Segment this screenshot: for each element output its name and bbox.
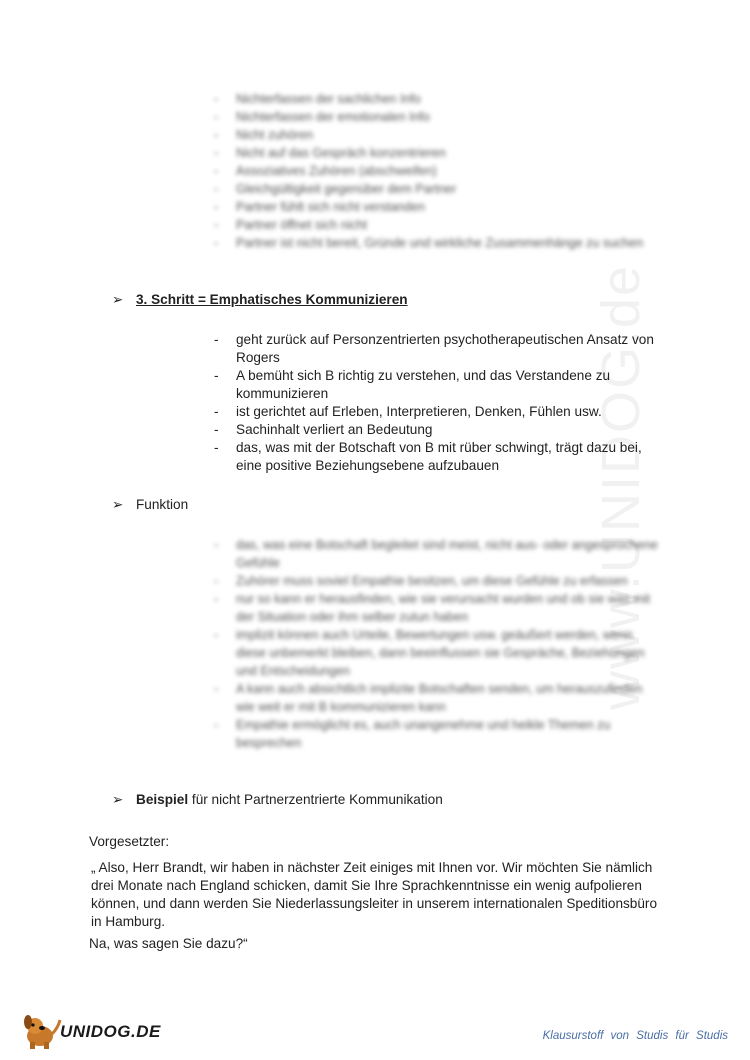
beispiel-rest: für nicht Partnerzentrierte Kommunikation [188, 792, 443, 807]
speaker-label: Vorgesetzter: [89, 834, 170, 849]
dialog-quote: „ Also, Herr Brandt, wir haben in nächster Zeit einiges mit Ihnen vor. Wir möchten Sie nämlich drei Monate nach England schicken, damit Sie Ihre Sprachkenntnisse ein wenig aufpolieren können, und dann werden Sie Niederlassungsleiter in unserem internationalen Speditionsbüro in Hamburg. [91, 860, 658, 929]
funktion-heading: Funktion [136, 497, 189, 512]
list-item: - Partner ist nicht bereit, Gründe und wirkliche Zusammenhänge zu suchen [214, 234, 664, 252]
arrow-bullet-icon: ➢ [112, 792, 124, 807]
list-item: - nur so kann er herausfinden, wie sie verursacht wurden und ob sie was mit der Situation oder ihm selber zutun haben [214, 590, 664, 626]
list-item: - Nicht auf das Gespräch konzentrieren [214, 144, 664, 162]
funktion-list [214, 536, 664, 752]
list-item: - A bemüht sich B richtig zu verstehen, und das Verstandene zu kommunizieren [214, 367, 664, 403]
step3-list [214, 331, 664, 475]
watermark: www.UNIDOG.de [591, 263, 651, 710]
list-item: - Gleichgültigkeit gegenüber dem Partner [214, 180, 664, 198]
step3-heading: 3. Schritt = Emphatisches Kommunizieren [136, 292, 408, 307]
list-item: - ist gerichtet auf Erleben, Interpretieren, Denken, Fühlen usw. [214, 403, 664, 421]
list-item: - Nicht zuhören [214, 126, 664, 144]
list-item: - Zuhörer muss soviel Empathie besitzen, um diese Gefühle zu erfassen [214, 572, 664, 590]
list-item: - Empathie ermöglicht es, auch unangenehme und heikle Themen zu besprechen [214, 716, 664, 752]
dialog-block [89, 833, 669, 953]
beispiel-bold: Beispiel [136, 792, 189, 807]
logo-text: UNIDOG.DE [60, 1022, 161, 1041]
list-item: - implizit können auch Urteile, Bewertungen usw. geäußert werden, wenn diese unbemerkt bleiben, dann beeinflussen sie Gespräche, Beziehungen und Entscheidungen [214, 626, 664, 680]
list-item: - Assoziatives Zuhören (abschweifen) [214, 162, 664, 180]
list-item: - Partner öffnet sich nicht [214, 216, 664, 234]
list-item: - Nichterfassen der emotionalen Info [214, 108, 664, 126]
arrow-bullet-icon: ➢ [112, 292, 124, 307]
list-item: - Partner fühlt sich nicht verstanden [214, 198, 664, 216]
list-item: - das, was mit der Botschaft von B mit rüber schwingt, trägt dazu bei, eine positive Beziehungsebene aufzubauen [214, 439, 664, 475]
list-item: - A kann auch absichtlich implizite Botschaften senden, um herauszufinden wie weit er mit B kommunizieren kann [214, 680, 664, 716]
beispiel-heading-row [112, 791, 443, 809]
blurred-list-top [214, 90, 664, 252]
dialog-closing: Na, was sagen Sie dazu?“ [89, 936, 248, 951]
funktion-heading-row [112, 496, 188, 514]
footer-tagline: Klausurstoff von Studis für Studis [542, 1030, 728, 1042]
list-item: - das, was eine Botschaft begleitet sind meist, nicht aus- oder angesprochene Gefühle [214, 536, 664, 572]
arrow-bullet-icon: ➢ [112, 497, 124, 512]
list-item: - geht zurück auf Personzentrierten psychotherapeutischen Ansatz von Rogers [214, 331, 664, 367]
list-item: - Nichterfassen der sachlichen Info [214, 90, 664, 108]
list-item: - Sachinhalt verliert an Bedeutung [214, 421, 664, 439]
step3-heading-row [112, 291, 408, 309]
